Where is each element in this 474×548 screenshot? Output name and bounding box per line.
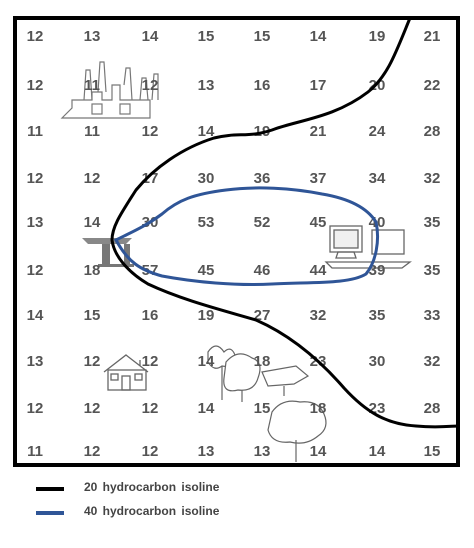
grid-value: 24	[368, 122, 386, 140]
grid-value: 14	[309, 442, 327, 460]
grid-value: 35	[423, 261, 441, 279]
grid-value: 35	[368, 306, 386, 324]
grid-value: 19	[197, 306, 215, 324]
grid-value: 27	[253, 306, 271, 324]
grid-value: 46	[253, 261, 271, 279]
legend-label-40: 40 hydrocarbon isoline	[84, 504, 220, 518]
grid-value: 13	[197, 442, 215, 460]
grid-value: 13	[83, 27, 101, 45]
grid-value: 14	[309, 27, 327, 45]
isoline-20	[112, 18, 458, 427]
grid-value: 18	[309, 399, 327, 417]
grid-value: 23	[309, 352, 327, 370]
grid-value: 32	[309, 306, 327, 324]
grid-value: 13	[26, 213, 44, 231]
grid-value: 21	[423, 27, 441, 45]
grid-value: 19	[253, 122, 271, 140]
grid-value: 36	[253, 169, 271, 187]
grid-value: 45	[309, 213, 327, 231]
map-frame	[15, 18, 458, 465]
grid-value: 30	[368, 352, 386, 370]
grid-value: 12	[83, 399, 101, 417]
grid-value: 52	[253, 213, 271, 231]
grid-value: 14	[83, 213, 101, 231]
grid-value: 16	[253, 76, 271, 94]
legend-label-20: 20 hydrocarbon isoline	[84, 480, 220, 494]
grid-value: 11	[27, 122, 43, 140]
grid-value: 15	[423, 442, 441, 460]
grid-value: 13	[253, 442, 271, 460]
grid-value: 53	[197, 213, 215, 231]
grid-value: 12	[141, 122, 159, 140]
grid-value: 12	[26, 27, 44, 45]
grid-value: 14	[368, 442, 386, 460]
grid-value: 32	[423, 169, 441, 187]
grid-value: 12	[83, 169, 101, 187]
grid-value: 22	[423, 76, 441, 94]
grid-value: 12	[26, 261, 44, 279]
grid-value: 12	[83, 352, 101, 370]
grid-value: 12	[141, 399, 159, 417]
legend-swatch-40	[36, 511, 64, 515]
grid-value: 16	[141, 306, 159, 324]
grid-value: 12	[141, 76, 159, 94]
grid-value: 57	[141, 261, 159, 279]
grid-value: 30	[141, 213, 159, 231]
grid-value: 18	[253, 352, 271, 370]
grid-value: 12	[26, 399, 44, 417]
grid-value: 11	[84, 122, 100, 140]
grid-value: 13	[197, 76, 215, 94]
grid-value: 14	[197, 122, 215, 140]
grid-value: 33	[423, 306, 441, 324]
grid-value: 15	[253, 399, 271, 417]
grid-value: 35	[423, 213, 441, 231]
legend-item-20	[36, 480, 336, 496]
grid-value: 32	[423, 352, 441, 370]
grid-value: 15	[197, 27, 215, 45]
grid-value: 13	[26, 352, 44, 370]
grid-value: 44	[309, 261, 327, 279]
grid-value: 12	[26, 76, 44, 94]
grid-value: 11	[84, 76, 100, 94]
grid-value: 39	[368, 261, 386, 279]
grid-value: 17	[141, 169, 159, 187]
grid-value: 18	[83, 261, 101, 279]
grid-value: 21	[309, 122, 327, 140]
grid-value: 14	[26, 306, 44, 324]
grid-value: 11	[27, 442, 43, 460]
grid-value: 12	[141, 352, 159, 370]
grid-value: 17	[309, 76, 327, 94]
grid-value: 28	[423, 122, 441, 140]
grid-value: 14	[197, 399, 215, 417]
grid-value: 23	[368, 399, 386, 417]
legend-item-40	[36, 504, 336, 520]
grid-value: 34	[368, 169, 386, 187]
grid-value: 14	[141, 27, 159, 45]
grid-value: 37	[309, 169, 327, 187]
grid-value: 45	[197, 261, 215, 279]
legend-swatch-20	[36, 487, 64, 491]
grid-value: 15	[83, 306, 101, 324]
grid-value: 28	[423, 399, 441, 417]
grid-value: 15	[253, 27, 271, 45]
grid-value: 40	[368, 213, 386, 231]
grid-value: 12	[83, 442, 101, 460]
grid-value: 20	[368, 76, 386, 94]
grid-value: 30	[197, 169, 215, 187]
grid-value: 14	[197, 352, 215, 370]
grid-value: 19	[368, 27, 386, 45]
grid-value: 12	[141, 442, 159, 460]
grid-value: 12	[26, 169, 44, 187]
